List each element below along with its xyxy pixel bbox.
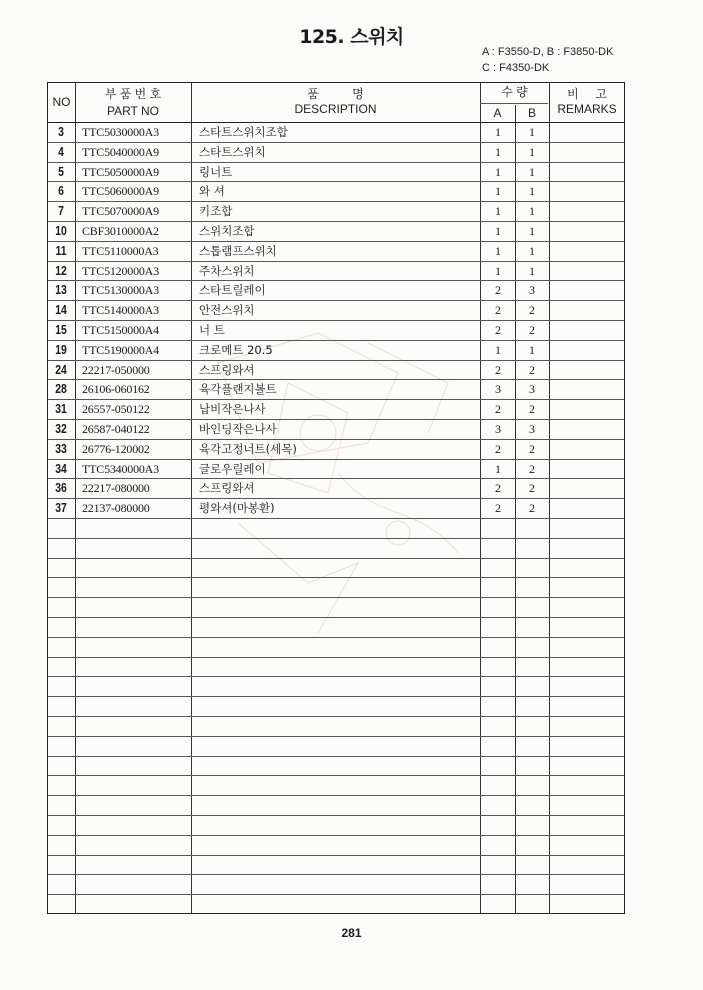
header-qty: 수 량	[501, 85, 528, 99]
row-part-no: TTC5140000A3	[82, 303, 159, 318]
row-part-no: 22217-080000	[82, 481, 150, 496]
row-part-no: TTC5150000A4	[82, 323, 159, 337]
empty-table-row	[48, 756, 624, 776]
row-qty-b: 1	[529, 204, 535, 219]
row-part-no: TTC5070000A9	[82, 204, 159, 219]
table-row	[48, 280, 624, 300]
empty-table-row	[48, 795, 624, 815]
row-part-no: TTC5340000A3	[82, 461, 159, 476]
table-row	[48, 201, 624, 221]
row-qty-b: 2	[529, 461, 535, 476]
row-part-no: 26106-060162	[82, 382, 150, 397]
row-part-no: TTC5040000A9	[82, 144, 159, 159]
row-part-no: 26587-040122	[82, 422, 150, 436]
table-row	[48, 379, 624, 399]
row-qty-a: 2	[495, 441, 501, 456]
row-qty-b: 1	[529, 184, 535, 199]
empty-table-row	[48, 577, 624, 597]
empty-table-row	[48, 855, 624, 875]
empty-table-row	[48, 657, 624, 677]
row-qty-b: 1	[529, 263, 535, 278]
row-description: 스톱램프스위치	[199, 243, 277, 258]
row-qty-a: 1	[495, 164, 501, 179]
row-no: 36	[55, 480, 67, 496]
empty-table-row	[48, 835, 624, 855]
row-qty-a: 2	[495, 283, 501, 298]
empty-table-row	[48, 617, 624, 637]
table-row	[48, 478, 624, 498]
row-description: 육각고정너트(세목)	[199, 441, 297, 456]
empty-table-row	[48, 874, 624, 894]
table-row	[48, 320, 624, 340]
empty-table-row	[48, 815, 624, 835]
row-qty-a: 1	[495, 263, 501, 278]
table-row	[48, 261, 624, 281]
row-part-no: TTC5110000A3	[82, 243, 159, 258]
row-description: 스타트스위치	[199, 144, 266, 159]
table-row	[48, 459, 624, 479]
empty-table-row	[48, 518, 624, 538]
row-qty-a: 2	[495, 362, 501, 377]
row-qty-b: 1	[529, 243, 535, 258]
row-qty-a: 1	[495, 184, 501, 199]
row-qty-a: 1	[495, 125, 501, 139]
model-legend	[482, 44, 613, 76]
table-row	[48, 360, 624, 380]
model-legend-line: A : F3550-D, B : F3850-DK	[482, 46, 614, 58]
row-qty-a: 2	[495, 402, 501, 417]
empty-table-row	[48, 538, 624, 558]
page-number: 281	[341, 926, 362, 940]
row-qty-a: 1	[495, 144, 501, 159]
row-description: 너 트	[199, 323, 225, 337]
row-qty-b: 1	[529, 224, 535, 238]
row-no: 34	[55, 460, 67, 476]
row-qty-a: 3	[495, 422, 501, 436]
row-description: 주차스위치	[199, 263, 255, 278]
empty-table-row	[48, 696, 624, 716]
empty-table-row	[48, 676, 624, 696]
row-qty-a: 1	[495, 224, 501, 238]
row-description: 스프링와셔	[199, 362, 255, 377]
row-description: 키조합	[199, 204, 233, 219]
row-part-no: TTC5060000A9	[82, 184, 159, 199]
row-part-no: TTC5030000A3	[82, 125, 159, 139]
row-description: 바인딩작은나사	[199, 422, 277, 436]
row-qty-b: 3	[529, 382, 535, 397]
row-no: 12	[55, 262, 67, 278]
empty-table-row	[48, 736, 624, 756]
row-description: 평와셔(마봉환)	[199, 501, 275, 516]
row-no: 19	[55, 341, 67, 357]
row-part-no: 22137-080000	[82, 501, 150, 516]
table-row	[48, 439, 624, 459]
row-description: 스타트릴레이	[199, 283, 266, 298]
table-row	[48, 399, 624, 419]
row-part-no: CBF3010000A2	[82, 224, 159, 238]
row-no: 13	[55, 282, 67, 298]
row-description: 링너트	[199, 164, 233, 179]
model-legend-line: C : F4350-DK	[482, 62, 550, 74]
table-row	[48, 498, 624, 518]
header-desc-en: DESCRIPTION	[294, 102, 377, 116]
row-part-no: 26776-120002	[82, 441, 150, 456]
header-remarks-en: REMARKS	[557, 102, 617, 116]
row-part-no: 26557-050122	[82, 402, 150, 417]
header-remarks-ko: 비 고	[567, 87, 607, 101]
row-part-no: TTC5050000A9	[82, 164, 159, 179]
row-description: 납비작은나사	[199, 402, 266, 417]
row-no: 6	[58, 183, 64, 199]
row-qty-a: 2	[495, 501, 501, 516]
header-part-en: PART NO	[106, 104, 159, 118]
row-no: 10	[55, 223, 67, 238]
empty-table-row	[48, 558, 624, 578]
row-qty-a: 1	[495, 204, 501, 219]
row-no: 31	[55, 401, 67, 417]
row-description: 스위치조합	[199, 224, 255, 238]
parts-table	[47, 82, 625, 914]
row-qty-a: 1	[495, 243, 501, 258]
page-title: 125. 스위치	[299, 26, 404, 48]
row-qty-a: 3	[495, 382, 501, 397]
row-qty-b: 2	[529, 362, 535, 377]
empty-table-row	[48, 894, 624, 914]
row-description: 스타트스위치조합	[199, 125, 288, 139]
row-description: 육각플랜지볼트	[199, 382, 277, 397]
row-part-no: 22217-050000	[82, 362, 150, 377]
empty-table-row	[48, 716, 624, 736]
row-qty-a: 2	[495, 323, 501, 337]
row-no: 32	[55, 421, 67, 436]
row-qty-a: 2	[495, 303, 501, 318]
row-no: 33	[55, 440, 67, 456]
row-qty-b: 2	[529, 402, 535, 417]
row-no: 11	[55, 242, 67, 258]
empty-table-row	[48, 637, 624, 657]
row-part-no: TTC5190000A4	[82, 342, 159, 357]
table-row	[48, 122, 624, 142]
row-no: 4	[58, 143, 64, 159]
header-part-ko: 부 품 번 호	[104, 87, 162, 101]
table-row	[48, 419, 624, 439]
empty-table-row	[48, 775, 624, 795]
row-no: 28	[55, 381, 67, 397]
row-qty-b: 1	[529, 164, 535, 179]
header-qty-b: B	[527, 106, 536, 120]
table-row	[48, 221, 624, 241]
row-description: 글로우릴레이	[199, 461, 266, 476]
row-part-no: TTC5130000A3	[82, 283, 159, 298]
header-desc-ko: 품 명	[307, 87, 364, 101]
row-qty-b: 3	[529, 283, 535, 298]
header-no: NO	[52, 95, 71, 109]
row-qty-b: 1	[529, 342, 535, 357]
table-row	[48, 340, 624, 360]
row-description: 스프링와셔	[199, 481, 255, 496]
row-no: 14	[55, 302, 67, 318]
row-qty-a: 1	[495, 342, 501, 357]
row-qty-b: 2	[529, 481, 535, 496]
table-row	[48, 162, 624, 182]
table-row	[48, 181, 624, 201]
row-qty-b: 2	[529, 323, 535, 337]
row-description: 크로메트 20.5	[199, 342, 273, 357]
table-row	[48, 241, 624, 261]
empty-table-row	[48, 597, 624, 617]
row-qty-b: 2	[529, 501, 535, 516]
row-qty-b: 3	[529, 422, 535, 436]
header-qty-a: A	[493, 106, 502, 120]
row-qty-b: 1	[529, 144, 535, 159]
row-description: 안전스위치	[199, 303, 255, 318]
row-qty-a: 2	[495, 481, 501, 496]
table-row	[48, 142, 624, 162]
row-no: 3	[58, 124, 64, 139]
row-no: 5	[58, 163, 64, 179]
row-part-no: TTC5120000A3	[82, 263, 159, 278]
row-no: 7	[58, 203, 64, 219]
row-qty-b: 2	[529, 441, 535, 456]
row-qty-a: 1	[495, 461, 501, 476]
table-row	[48, 300, 624, 320]
row-qty-b: 2	[529, 303, 535, 318]
row-no: 37	[55, 500, 67, 516]
row-description: 와 셔	[199, 184, 225, 199]
row-no: 24	[55, 361, 67, 377]
row-qty-b: 1	[529, 125, 535, 139]
row-no: 15	[55, 322, 67, 337]
